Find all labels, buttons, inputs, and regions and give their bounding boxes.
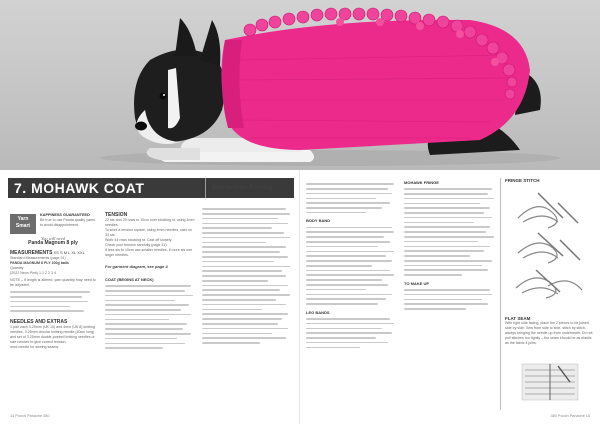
- tension-block: [105, 213, 195, 352]
- garment-note: For garment diagram, see page 4: [105, 264, 168, 269]
- page-spine: [299, 170, 300, 424]
- pattern-title: 7. MOHAWK COAT: [14, 180, 145, 196]
- quantity-neon: (2022 Neon Pink) 1 1 2 2 3 4: [10, 271, 56, 275]
- tension-line-4: Check your tension carefully (page 31).: [105, 243, 168, 247]
- tension-line-1: 22 sts and 29 rows to 10cm over stocking st, using 4mm needles.: [105, 218, 195, 227]
- panda-balls: PANDA MAGNUM 8 PLY 100g balls: [10, 261, 69, 265]
- coat-heading: COAT (BEGINS AT NECK): [105, 277, 154, 282]
- quantity-label: Quantity: [10, 266, 24, 270]
- tension-line-5: If less sts to 10cm use smaller needles, if more sts use larger needles.: [105, 248, 193, 257]
- note-lines: [10, 291, 96, 312]
- skill-level-label: Intermediate Knitting: [212, 183, 273, 191]
- yarn-name: Panda Magnum 8 ply: [28, 240, 78, 246]
- body-band-heading: BODY BAND: [306, 218, 331, 224]
- guarantee-body: Be true to use Panda quality yarns to avoid disappointment.: [40, 218, 95, 227]
- mohawk-fringe-heading: MOHAWK FRINGE: [404, 180, 439, 185]
- yarn-smart-logo-text: Yarn Smart: [15, 216, 31, 229]
- fringe-stitch-diagrams: [508, 188, 592, 308]
- fringe-stitch-panel: [505, 178, 593, 183]
- dog-photo: [0, 0, 600, 170]
- note: NOTE – If length is altered, yarn quantity may need to be adjusted.: [10, 278, 96, 287]
- footer-left: 14 Pooch Panache 380: [10, 414, 50, 418]
- flat-seam-text: With right side facing, place the 2 pieces to be joined side by side. Sew from side to side, stitch by stitch, always bringing the needle up from underneath. Do not pull stitches too tightly – the seam should be as elastic as the fabric it joins.: [505, 321, 593, 345]
- guarantee-heading: KAPPINESS GUARANTEED: [40, 213, 90, 217]
- column-3-instructions: [202, 205, 292, 347]
- tension-line-3: Work 44 rows stocking st. Cast off loosely.: [105, 238, 173, 242]
- needles-item-2: wool needle for sewing seams.: [10, 344, 60, 349]
- to-make-up-heading: TO MAKE UP: [404, 280, 430, 286]
- footer-right: 380 Pooch Panache 15: [550, 414, 590, 418]
- flat-seam-diagram: [520, 362, 580, 402]
- measurements-heading: MEASUREMENTS: [10, 250, 53, 256]
- tension-line-2: To work a tension square, using 4mm needles, cast on 33 sts.: [105, 228, 192, 237]
- flat-seam-block: [505, 316, 593, 346]
- yarn-guarantee: [40, 213, 96, 228]
- coat-instructions: [105, 285, 195, 349]
- needles-item-1: 1 pair each 3.25mm (UK 10) and 4mm (UK 8) knitting needles, 3.25mm circular knitting needle (40cm long) and set of 3.25mm double-pointed knitting needles or size needed to give correct tension.: [10, 324, 95, 344]
- needles-heading: NEEDLES AND EXTRAS: [10, 318, 68, 325]
- standard-measurements: Standard Measurements (page 31): [10, 256, 66, 260]
- flat-seam-heading: FLAT SEAM: [505, 316, 531, 321]
- column-4-instructions: [306, 180, 398, 351]
- dog-illustration: [0, 0, 600, 170]
- sizes: XS S M L XL XXL: [53, 250, 85, 255]
- leg-bands-heading: LEG BANDS: [306, 309, 330, 315]
- column-5-instructions: [404, 180, 498, 313]
- yarn-smart-logo: [10, 214, 36, 234]
- fringe-stitch-heading: FRINGE STITCH: [505, 178, 540, 183]
- materials-block: [10, 236, 96, 350]
- column-divider: [500, 178, 501, 410]
- skill-level: [205, 178, 295, 198]
- tension-heading: TENSION: [105, 212, 128, 218]
- will-need-label: You will need: [40, 236, 66, 241]
